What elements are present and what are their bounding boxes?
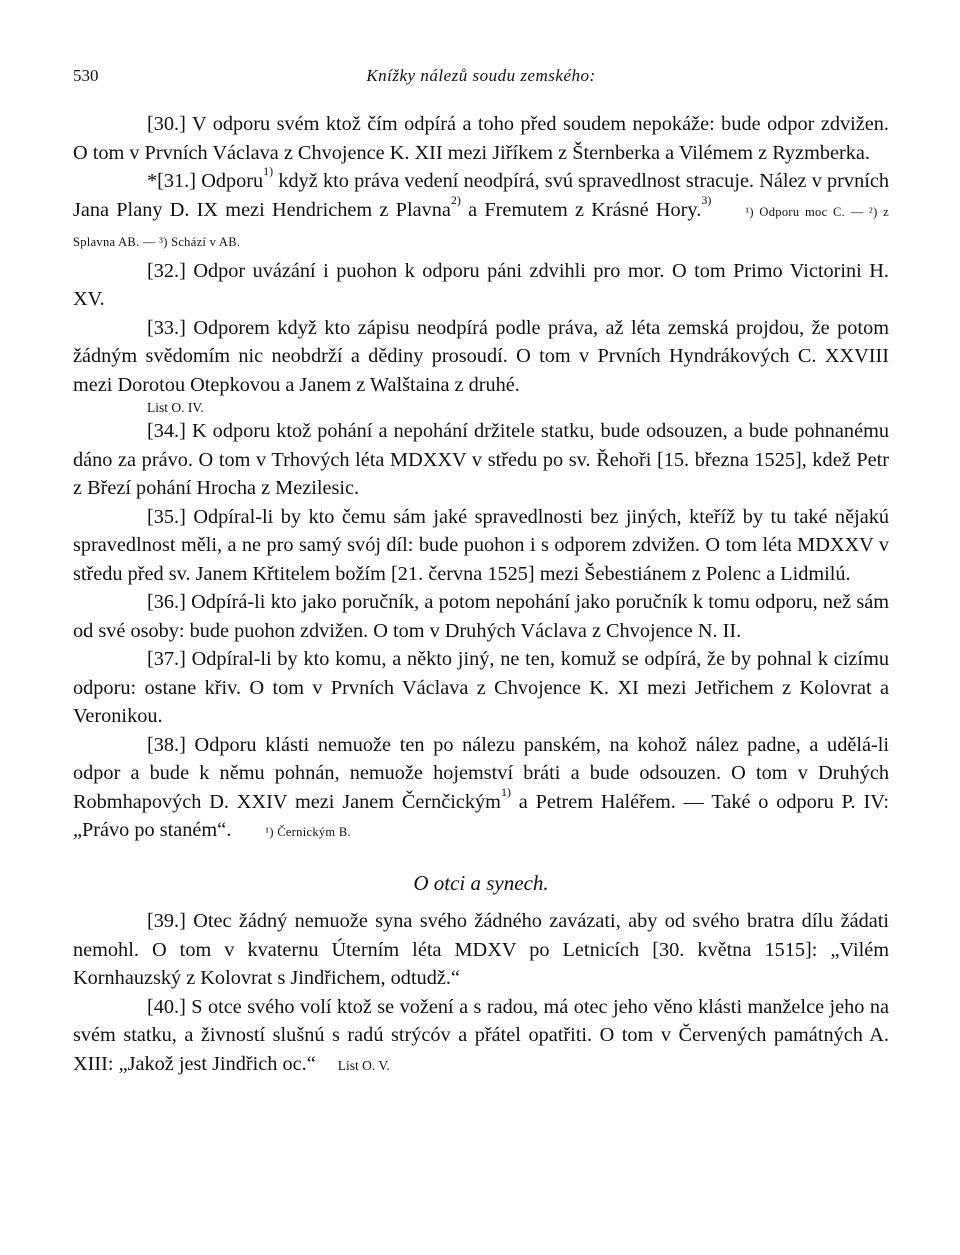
paragraph-39: [39.] Otec žádný nemuože syna svého žádného zavázati, aby od svého bratra dílu žádati nemohl. O tom v kvaternu Úterním léta MDXV po Letnicích [30. května 1515]: „Vilém Kornhauzský z Kolovrat s Jindřichem, odtudž.“	[73, 910, 889, 989]
main-text	[73, 110, 889, 1080]
footnote-38: ¹) Černickým B.	[265, 825, 351, 839]
paragraph-33: [33.] Odporem když kto zápisu neodpírá podle práva, až léta zemská projdou, že potom žádným svědomím nic neobdrží a dědiny prosoudí. O tom v Prvních Hyndrákových C. XXVIII mezi Dorotou Otepkovou a Janem z Walštaina z druhé.	[73, 316, 889, 396]
paragraph-34: [34.] K odporu ktož pohání a nepohání držitele statku, bude odsouzen, a bude pohnanému dáno za právo. O tom v Trhových léta MDXXV v středu po sv. Řehoři [15. března 1525], kdež Petr z Březí pohání Hrocha z Mezilesic.	[73, 420, 889, 499]
paragraph-36: [36.] Odpírá-li kto jako poručník, a potom nepohání jako poručník k tomu odporu, než sám od své osoby: bude puohon zdvižen. O tom v Druhých Václava z Chvojence N. II.	[73, 591, 889, 642]
paragraph-40: [40.] S otce svého volí ktož se vožení a s radou, má otec jeho věno klásti manželce jeho na svém statku, a živností slušnú s radú strýcóv a přátel opatřiti. O tom v Červených památných A. XIII: „Jakož jest Jindřich oc.“ List O. V.	[73, 995, 889, 1075]
running-title: Knížky nálezů soudu zemského:	[366, 66, 596, 85]
footnote-mark-1: 1)	[263, 164, 274, 178]
paragraph-32: [32.] Odpor uvázání i puohon k odporu páni zdvihli pro mor. O tom Primo Victorini H. XV.	[73, 259, 889, 310]
footnote-mark-2: 2)	[450, 192, 461, 207]
paragraph-35: [35.] Odpíral-li by kto čemu sám jaké spravedlnosti bez jiných, kteříž by tu také nějakú spravedlnost měli, a ne pro samý svój díl: bude puohon i s odporem zdvižen. O tom léta MDXXV v středu před sv. Janem Křtitelem božím [21. června 1525] mezi Šebestiánem z Polenc a Lidmilú.	[73, 505, 889, 585]
paragraph-31: *[31.] Odporu$^{1)}$ když kto práva vedení neodpírá, svú spravedlnost stracuje. Nález v prvních Jana Plany D. IX mezi Hendrichem z Plavna$^{2)}$ a Fremutem z Krásné Hory.$^{3)}$¹) Odporu moc C. — ²) z Splavna AB. — ³) Schází v AB.	[73, 164, 890, 249]
paragraph-38: [38.] Odporu klásti nemuože ten po nálezu panském, na kohož nález padne, a udělá-li odpor a bude k němu pohnán, nemuože hojemství bráti a bude odsouzen. O tom v Druhých Robmhapových D. XXIV mezi Janem Černčickým$^{1)}$ a Petrem Haléřem. — Také o odporu P. IV: „Právo po staném“. ¹) Černickým B.	[73, 733, 890, 841]
page-header	[73, 60, 889, 90]
margin-note-list-o-iv: List O. IV.	[147, 400, 204, 415]
page-number: 530	[73, 66, 99, 85]
footnote-mark-3: 3)	[701, 192, 712, 207]
section-title: O otci a synech.	[413, 870, 549, 895]
margin-note-list-o-v: List O. V.	[337, 1057, 390, 1073]
paragraph-30: [30.] V odporu svém ktož čím odpírá a toho před soudem nepokáže: bude odpor zdvižen. O tom v Prvních Václava z Chvojence K. XII mezi Jiříkem z Šternberka a Vilémem z Ryzmberka.	[73, 113, 889, 164]
footnote-mark-38: 1)	[500, 784, 511, 799]
book-page	[73, 60, 889, 1080]
footnote-31: ¹) Odporu moc C. — ²) z Splavna AB. — ³) Schází v AB.	[73, 204, 890, 249]
paragraph-37: [37.] Odpíral-li by kto komu, a někto jiný, ne ten, komuž se odpírá, že by pohnal k cizímu odporu: ostane křiv. O tom v Prvních Václava z Chvojence K. XI mezi Jetřichem z Kolovrat a Veronikou.	[73, 648, 889, 727]
